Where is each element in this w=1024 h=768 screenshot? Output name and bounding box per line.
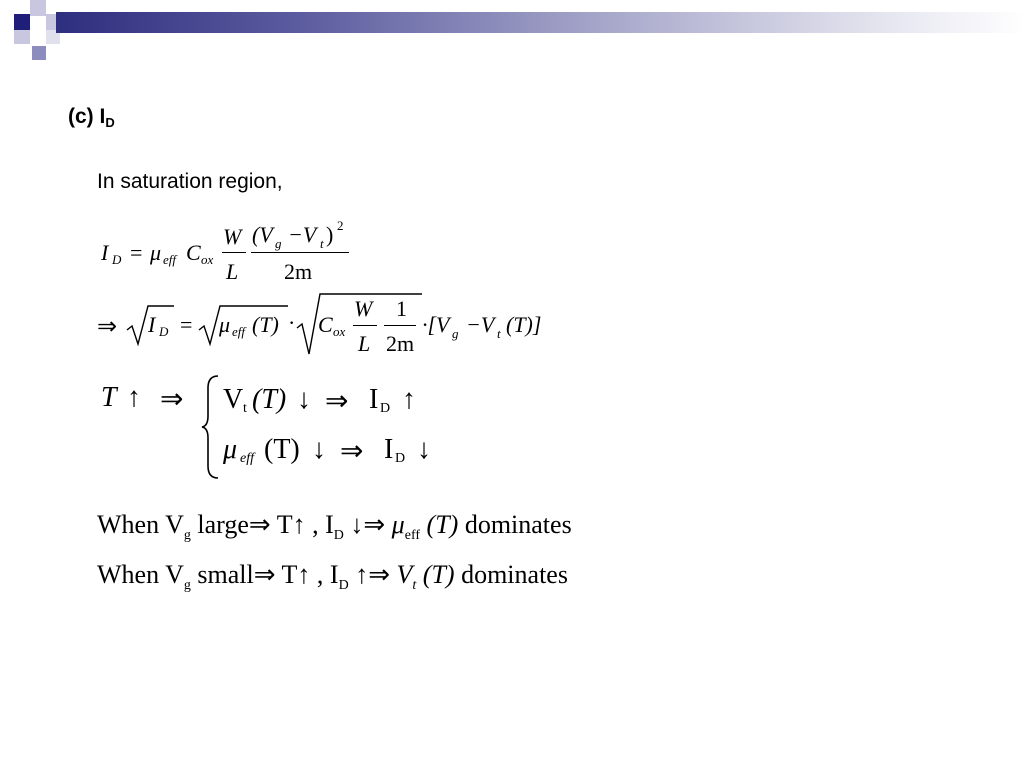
- fraction-bar: [222, 252, 246, 253]
- condition-large-vg: When $V_g$ large⇒ T↑ , $I_D$ ↓⇒ $\mu_{eff}$ (T) dominates: [97, 510, 572, 543]
- header-square-navy: [14, 14, 30, 30]
- fraction-bar: [251, 252, 349, 253]
- header-gradient-bar: [56, 12, 1024, 33]
- fraction-bar: [353, 325, 377, 326]
- header-square-light: [14, 30, 30, 44]
- section-heading: (c) $I_D$: [68, 105, 115, 130]
- fraction-bar: [384, 325, 416, 326]
- condition-small-vg: When $V_g$ small⇒ T↑ , $I_D$ ↑⇒ $V_t$ (T) dominates: [97, 560, 568, 593]
- curly-brace: [200, 374, 220, 480]
- intro-text: In saturation region,: [97, 170, 283, 193]
- header-square-light: [30, 0, 46, 16]
- header-square-mid: [32, 46, 46, 60]
